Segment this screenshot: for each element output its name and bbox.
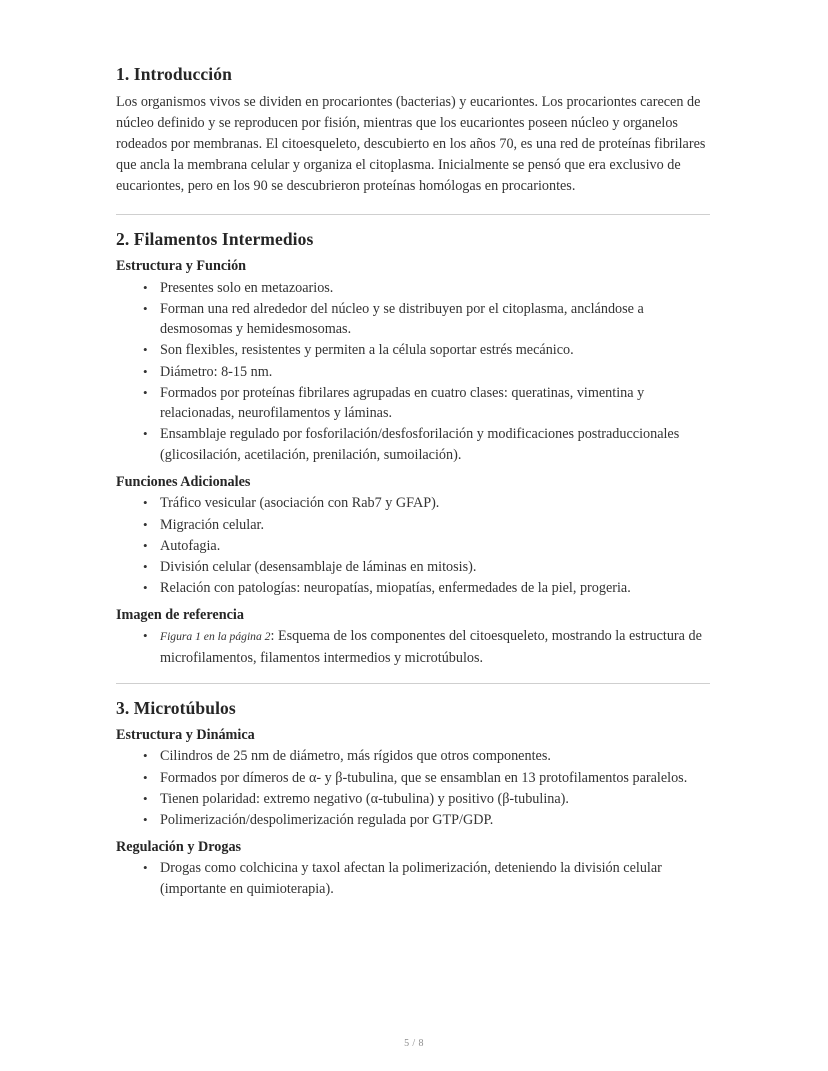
list-item: • Drogas como colchicina y taxol afectan la polimerización, deteniendo la división celular (importante en quimioterapia). xyxy=(116,858,710,899)
spacer xyxy=(116,197,710,214)
page-number-label: 5 / 8 xyxy=(404,1038,424,1049)
figure-reference-label: Figura 1 en la página 2 xyxy=(160,630,271,644)
bullet-list-estructura-y-funcion xyxy=(116,278,710,466)
section-heading-microtubulos: 3. Microtúbulos xyxy=(116,698,236,719)
spacer xyxy=(116,831,710,838)
bullet-list-regulacion-y-drogas xyxy=(116,858,710,899)
spacer xyxy=(116,684,710,698)
bullet-list-imagen-de-referencia xyxy=(116,626,710,668)
list-item: • Diámetro: 8-15 nm. xyxy=(116,362,710,383)
list-item: • Formados por dímeros de α- y β-tubulina, que se ensamblan en 13 protofilamentos paralelos. xyxy=(116,768,710,789)
subsection-heading-imagen-de-referencia: Imagen de referencia xyxy=(116,606,244,623)
section-filamentos-intermedios xyxy=(116,229,710,668)
section-heading-introduccion: 1. Introducción xyxy=(116,64,232,84)
list-item: • Polimerización/despolimerización regulada por GTP/GDP. xyxy=(116,810,710,831)
list-item: • Migración celular. xyxy=(116,515,710,536)
subsection-heading-funciones-adicionales: Funciones Adicionales xyxy=(116,474,251,491)
spacer xyxy=(116,599,710,606)
page-content xyxy=(116,64,710,900)
subsection-heading-estructura-y-dinamica: Estructura y Dinámica xyxy=(116,726,255,743)
section-heading-filamentos-intermedios: 2. Filamentos Intermedios xyxy=(116,229,314,250)
list-item: • Tienen polaridad: extremo negativo (α-tubulina) y positivo (β-tubulina). xyxy=(116,789,710,810)
list-item: • Forman una red alrededor del núcleo y se distribuyen por el citoplasma, anclándose a desmosomas y hemidesmosomas. xyxy=(116,299,710,340)
list-item: • Ensamblaje regulado por fosforilación/desfosforilación y modificaciones postraduccionales (glicosilación, acetilación, prenilación, sumoilación). xyxy=(116,424,710,465)
list-item: • División celular (desensamblaje de láminas en mitosis). xyxy=(116,557,710,578)
section-introduccion xyxy=(116,64,710,197)
spacer xyxy=(116,215,710,229)
list-item: • Autofagia. xyxy=(116,536,710,557)
section-microtubulos xyxy=(116,698,710,899)
list-item: • Relación con patologías: neuropatías, miopatías, enfermedades de la piel, progeria. xyxy=(116,578,710,599)
list-item: • Formados por proteínas fibrilares agrupadas en cuatro clases: queratinas, vimentina y relacionadas, neurofilamentos y láminas. xyxy=(116,383,710,424)
list-item: • Cilindros de 25 nm de diámetro, más rígidos que otros componentes. xyxy=(116,746,710,767)
list-item: • Presentes solo en metazoarios. xyxy=(116,278,710,299)
subsection-heading-estructura-y-funcion: Estructura y Función xyxy=(116,258,247,275)
spacer xyxy=(116,466,710,473)
bullet-list-funciones-adicionales xyxy=(116,493,710,598)
section-paragraph-introduccion: Los organismos vivos se dividen en procariontes (bacterias) y eucariontes. Los procariontes carecen de núcleo definido y se reproducen por fisión, mientras que los eucariontes poseen núcleo y organelos rodeados por membranas. El citoesqueleto, descubierto en los años 70, es una red de proteínas fibrilares que ancla la membrana celular y organiza el citoplasma. Inicialmente se pensó que era exclusivo de eucariontes, pero en los 90 se descubrieron proteínas homólogas en procariontes. xyxy=(116,93,706,195)
subsection-heading-regulacion-y-drogas: Regulación y Drogas xyxy=(116,838,242,855)
spacer xyxy=(116,669,710,683)
figure-reference-description: : Esquema de los componentes del citoesqueleto, mostrando la estructura de microfilamentos, filamentos intermedios y microtúbulos. xyxy=(160,628,702,666)
list-item: • Tráfico vesicular (asociación con Rab7 y GFAP). xyxy=(116,493,710,514)
list-item: • Son flexibles, resistentes y permiten a la célula soportar estrés mecánico. xyxy=(116,340,710,361)
bullet-list-estructura-y-dinamica xyxy=(116,746,710,830)
page-footer xyxy=(0,1038,828,1049)
list-item-figure-reference xyxy=(116,626,710,668)
